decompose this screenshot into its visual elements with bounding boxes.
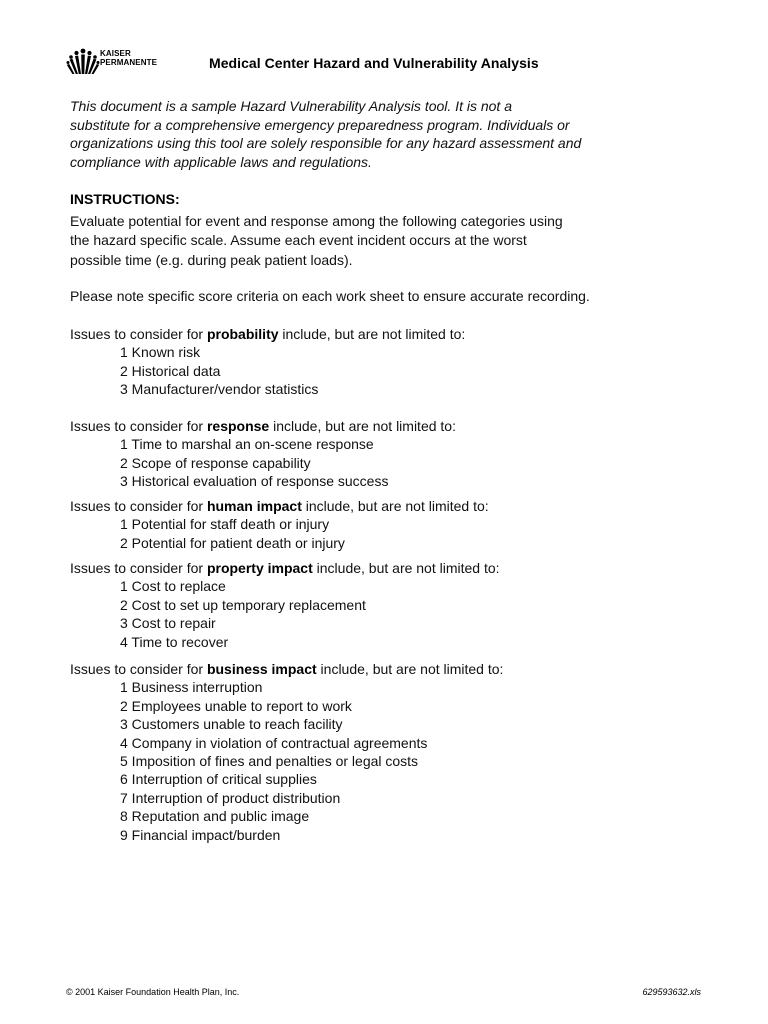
list-item: 2 Employees unable to report to work [120,697,352,714]
kaiser-permanente-logo [66,46,166,76]
list-item: 7 Interruption of product distribution [120,789,341,806]
list-item: 2 Potential for patient death or injury [120,534,345,551]
list-item: 1 Time to marshal an on-scene response [120,436,374,453]
score-criteria-note [70,287,590,306]
list-item: 2 Historical data [120,362,221,379]
disclaimer-line: compliance with applicable laws and regulations. [70,154,372,171]
section-intro: Issues to consider for human impact include, but are not limited to: [70,498,489,514]
instructions-heading: INSTRUCTIONS: [70,191,180,207]
list-item: 9 Financial impact/burden [120,826,281,843]
paragraph-line: possible time (e.g. during peak patient loads). [70,251,353,268]
section-intro: Issues to consider for property impact include, but are not limited to: [70,560,500,576]
section-probability [70,325,465,399]
disclaimer-line: This document is a sample Hazard Vulnerability Analysis tool. It is not a [70,98,512,114]
disclaimer [70,97,630,172]
section-keyword: property impact [206,560,313,576]
paragraph-line: the hazard specific scale. Assume each event incident occurs at the worst [70,232,527,249]
list-item: 4 Company in violation of contractual agreements [120,734,428,751]
footer-copyright: © 2001 Kaiser Foundation Health Plan, Inc. [66,987,240,997]
logo-wordmark [100,49,157,67]
list-item: 3 Cost to repair [120,615,216,632]
list-item: 8 Reputation and public image [120,808,310,825]
list-item: 1 Cost to replace [120,578,226,595]
list-item: 2 Scope of response capability [120,454,311,471]
disclaimer-line: substitute for a comprehensive emergency preparedness program. Individuals or [70,116,570,133]
section-response [70,417,456,491]
section-list [70,435,456,490]
section-list [70,515,489,552]
section-keyword: human impact [206,498,302,514]
list-item: 4 Time to recover [120,633,229,650]
logo-line-2: PERMANENTE [100,58,158,67]
disclaimer-line: organizations using this tool are solely responsible for any hazard assessment and [70,135,582,152]
section-intro: Issues to consider for probability include, but are not limited to: [70,326,466,342]
section-intro: Issues to consider for response include, but are not limited to: [70,418,456,434]
document-title: Medical Center Hazard and Vulnerability Analysis [209,55,539,71]
section-human-impact [70,497,489,552]
kaiser-permanente-logo-icon [66,46,100,76]
list-item: 5 Imposition of fines and penalties or legal costs [120,753,419,770]
list-item: 3 Manufacturer/vendor statistics [120,381,319,398]
footer-filename: 629593632.xls [642,987,701,997]
paragraph-line: Please note specific score criteria on each work sheet to ensure accurate recording. [70,288,590,304]
section-intro: Issues to consider for business impact include, but are not limited to: [70,661,504,677]
list-item: 1 Known risk [120,344,201,361]
list-item: 3 Customers unable to reach facility [120,716,343,733]
section-keyword: probability [206,326,279,342]
list-item: 3 Historical evaluation of response success [120,473,389,490]
paragraph-line: Evaluate potential for event and response among the following categories using [70,213,563,229]
list-item: 1 Business interruption [120,679,263,696]
section-list [70,678,503,844]
list-item: 1 Potential for staff death or injury [120,516,330,533]
list-item: 2 Cost to set up temporary replacement [120,596,366,613]
section-keyword: response [206,418,270,434]
section-list [70,577,500,651]
list-item: 6 Interruption of critical supplies [120,771,317,788]
section-property-impact [70,559,500,651]
logo-line-1: KAISER [100,49,131,58]
instructions-paragraph [70,212,563,270]
section-keyword: business impact [206,661,317,677]
section-list [70,343,465,398]
section-business-impact [70,660,503,844]
